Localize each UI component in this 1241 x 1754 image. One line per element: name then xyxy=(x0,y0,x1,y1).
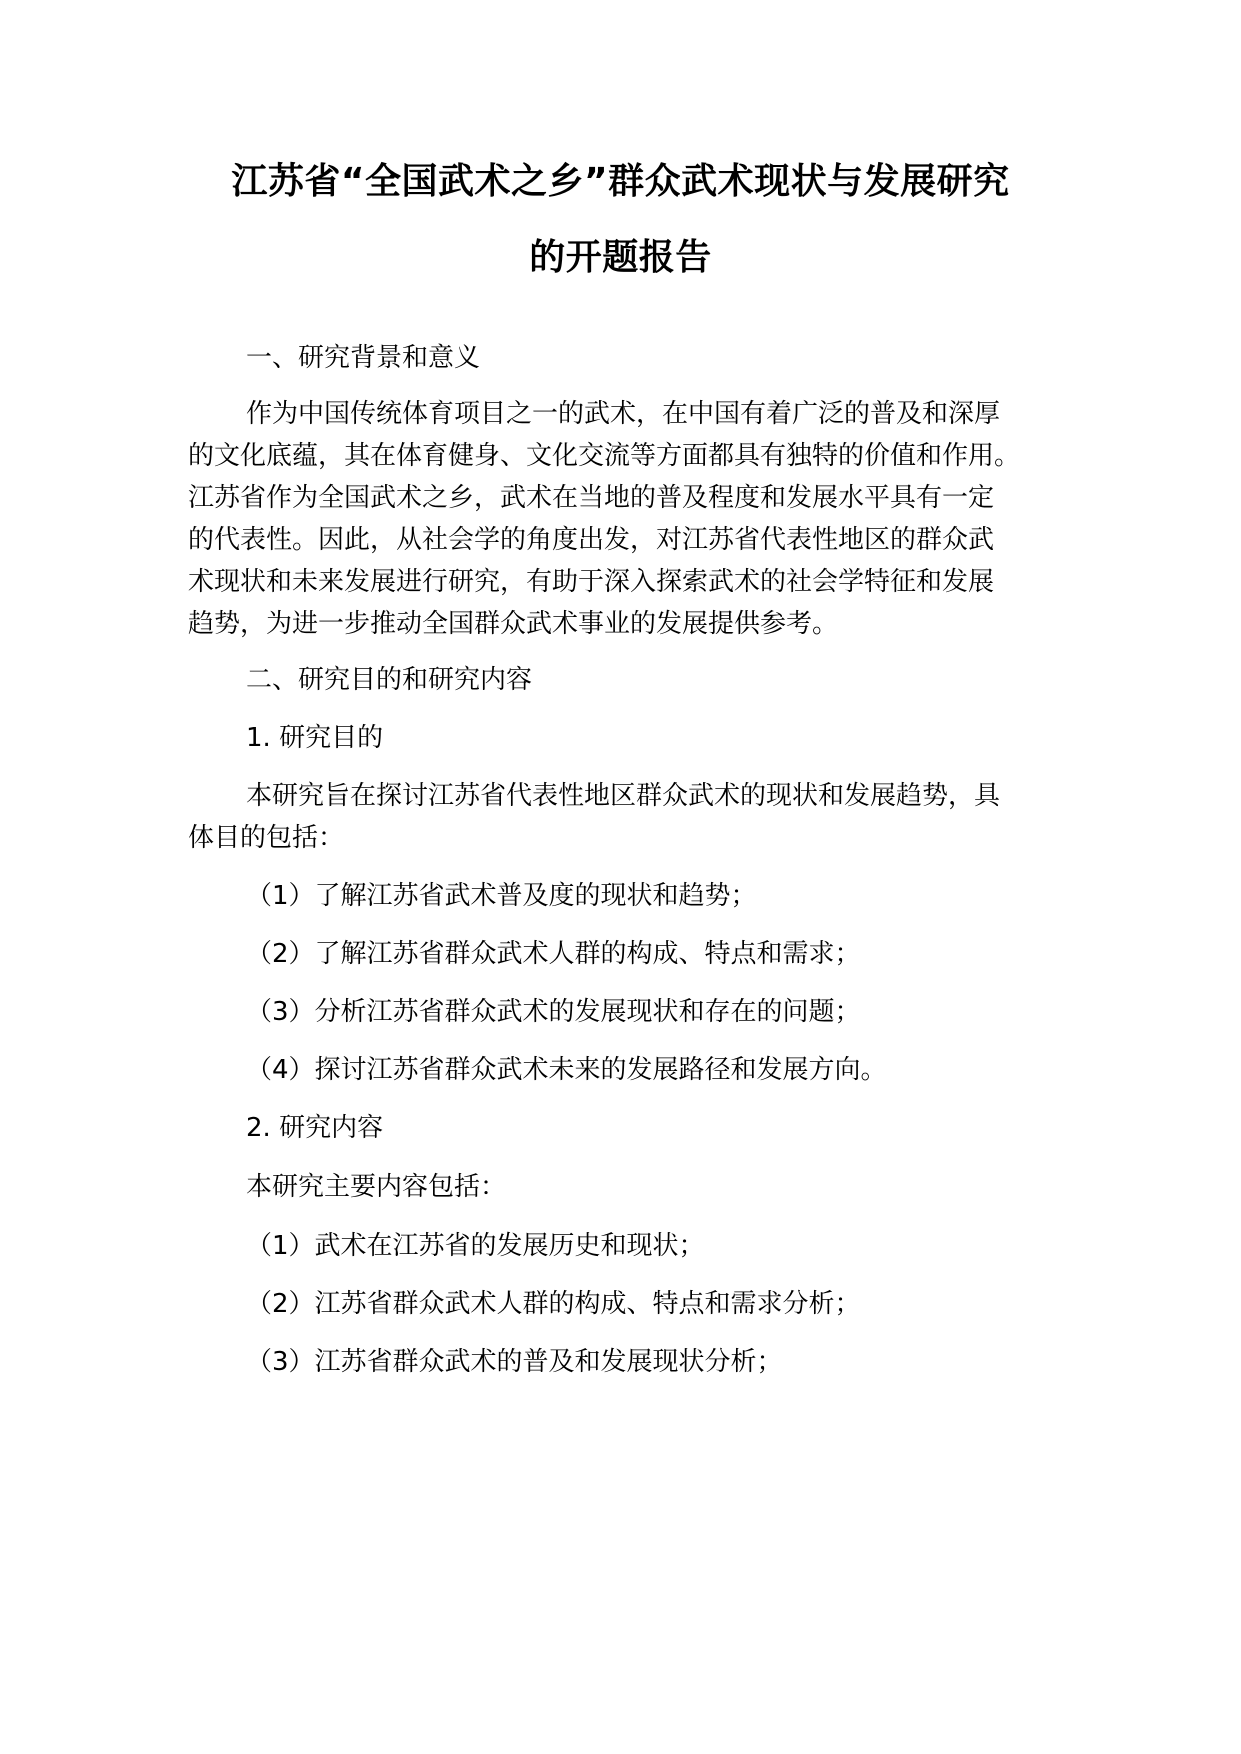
subsection-2-list-item: （1）武术在江苏省的发展历史和现状； xyxy=(246,1231,705,1261)
subsection-1-intro-line: 体目的包括： xyxy=(188,823,345,853)
document-title-line-2: 的开题报告 xyxy=(529,237,712,278)
section-1-paragraph-line: 术现状和未来发展进行研究，有助于深入探索武术的社会学特征和发展 xyxy=(188,567,995,597)
subsection-1-list-item: （3）分析江苏省群众武术的发展现状和存在的问题； xyxy=(246,997,861,1027)
subsection-2-list-item: （2）江苏省群众武术人群的构成、特点和需求分析； xyxy=(246,1289,861,1319)
subsection-2-intro: 本研究主要内容包括： xyxy=(246,1172,507,1202)
section-2-heading: 二、研究目的和研究内容 xyxy=(246,665,533,695)
subsection-2-heading: 2. 研究内容 xyxy=(246,1113,384,1143)
section-1-paragraph-line: 作为中国传统体育项目之一的武术，在中国有着广泛的普及和深厚 xyxy=(246,399,1001,429)
section-1-paragraph-line: 的代表性。因此，从社会学的角度出发，对江苏省代表性地区的群众武 xyxy=(188,525,995,555)
subsection-1-list-item: （1）了解江苏省武术普及度的现状和趋势； xyxy=(246,881,757,911)
subsection-1-heading: 1. 研究目的 xyxy=(246,723,384,753)
subsection-1-list-item: （4）探讨江苏省群众武术未来的发展路径和发展方向。 xyxy=(246,1055,887,1085)
section-1-heading: 一、研究背景和意义 xyxy=(246,343,481,373)
subsection-1-list-item: （2）了解江苏省群众武术人群的构成、特点和需求； xyxy=(246,939,861,969)
document-title-line-1: 江苏省“全国武术之乡”群众武术现状与发展研究 xyxy=(231,161,1010,202)
subsection-1-intro-line: 本研究旨在探讨江苏省代表性地区群众武术的现状和发展趋势，具 xyxy=(246,781,1001,811)
section-1-paragraph-line: 江苏省作为全国武术之乡，武术在当地的普及程度和发展水平具有一定 xyxy=(188,483,995,513)
section-1-paragraph-line: 趋势，为进一步推动全国群众武术事业的发展提供参考。 xyxy=(188,609,839,639)
subsection-2-list-item: （3）江苏省群众武术的普及和发展现状分析； xyxy=(246,1347,783,1377)
section-1-paragraph-line: 的文化底蕴，其在体育健身、文化交流等方面都具有独特的价值和作用。 xyxy=(188,441,1021,471)
